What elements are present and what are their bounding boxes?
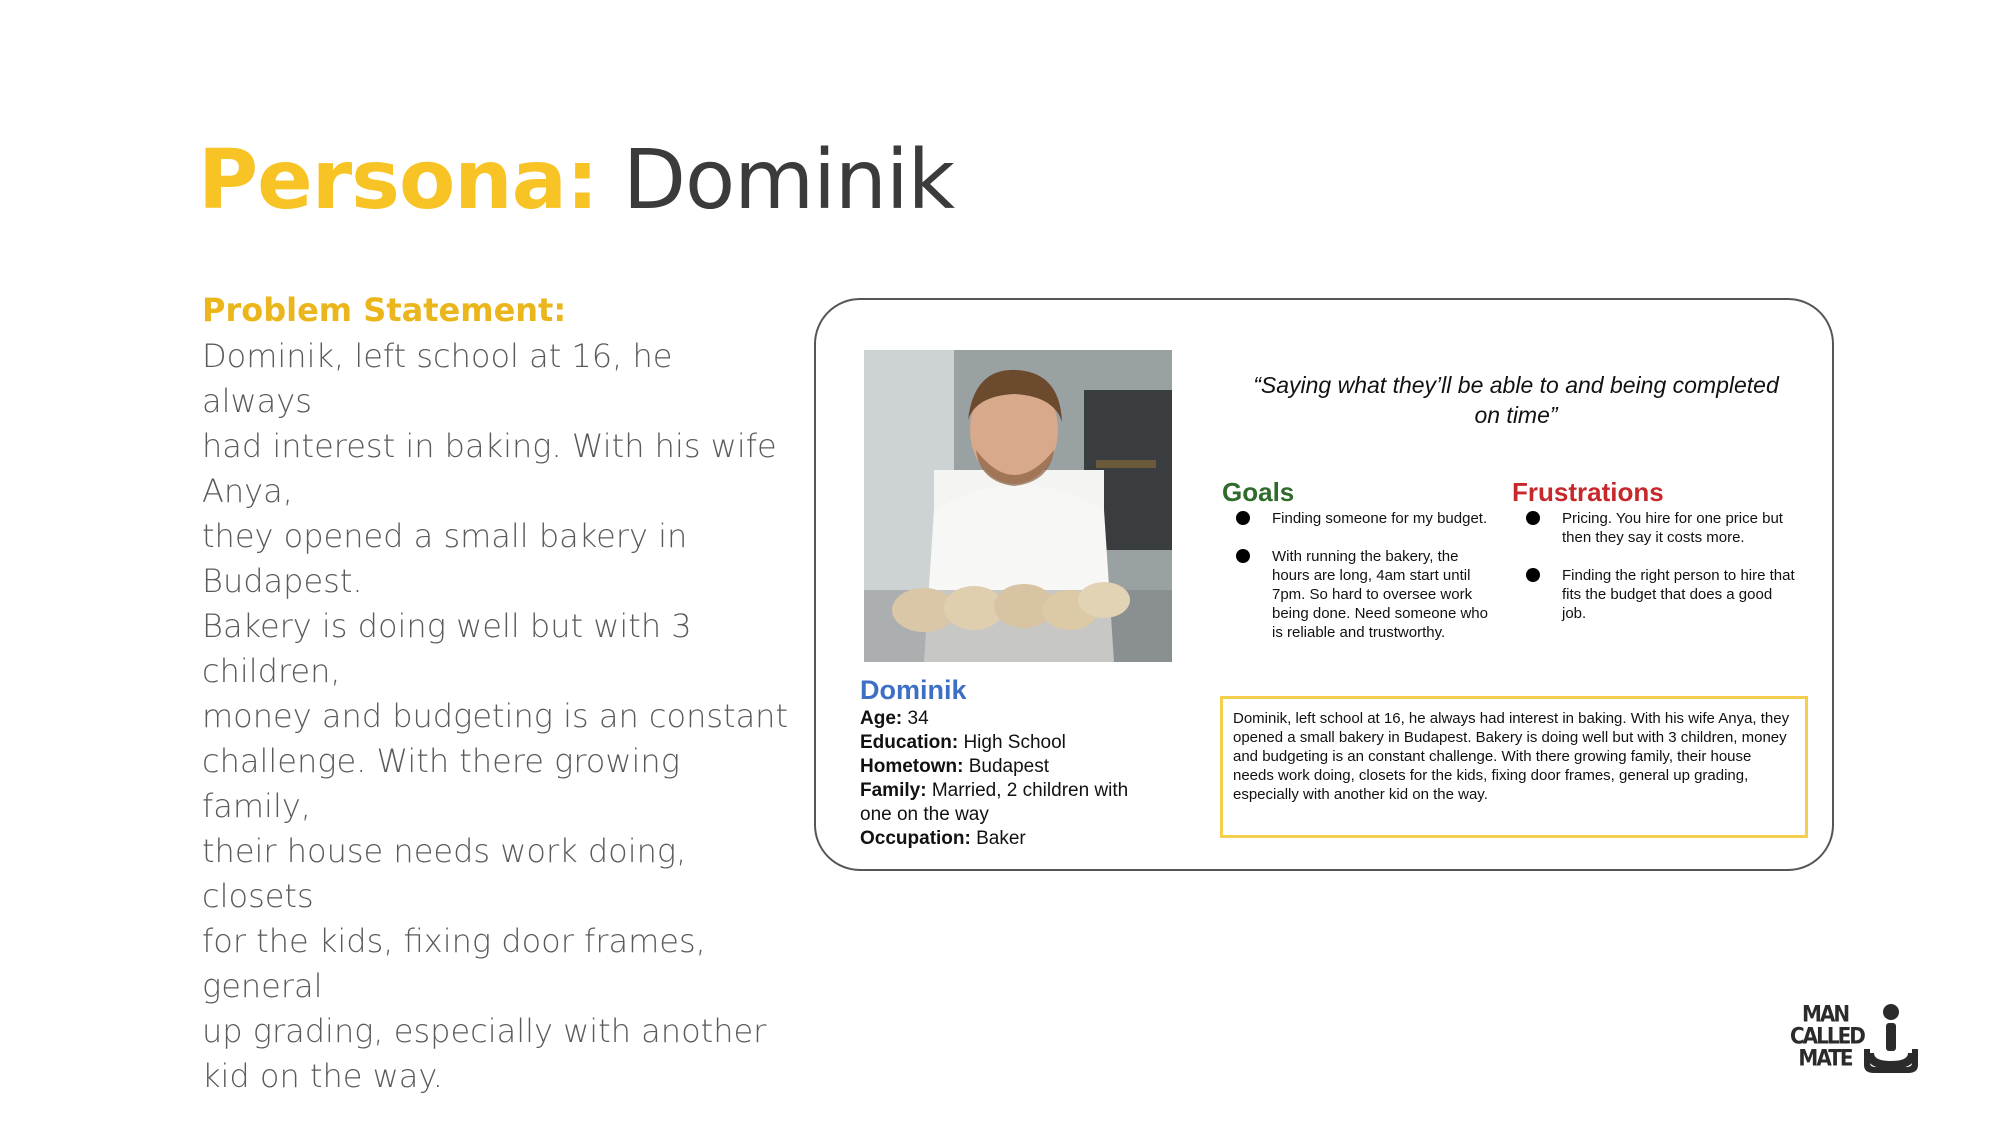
goal-item: Finding someone for my budget. — [1236, 509, 1492, 528]
page-title — [198, 126, 954, 236]
persona-summary-box: Dominik, left school at 16, he always had interest in baking. With his wife Anya, they opened a small bakery in Budapest. Bakery is doing well but with 3 children, money and budgeting is an constant challenge. With there growing family, their house needs work doing, closets for the kids, fixing door frames, general up grading, especially with another kid on the way. — [1220, 696, 1808, 838]
detail-hometown: Hometown: Budapest — [860, 756, 1050, 777]
detail-education: Education: High School — [860, 732, 1066, 753]
frustrations-heading: Frustrations — [1512, 477, 1664, 507]
detail-occupation: Occupation: Baker — [860, 828, 1026, 849]
persona-card — [814, 298, 1834, 871]
detail-age: Age: 34 — [860, 708, 929, 729]
frustration-item: Finding the right person to hire that fits the budget that does a good job. — [1526, 566, 1796, 623]
goals-list — [1236, 509, 1492, 661]
frustration-item: Pricing. You hire for one price but then they say it costs more. — [1526, 509, 1796, 547]
persona-details — [860, 707, 1140, 851]
persona-photo — [864, 350, 1172, 662]
meditating-figure-icon — [1862, 1003, 1920, 1075]
problem-statement-heading: Problem Statement: — [202, 291, 567, 329]
logo-wordmark: MAN CALLED MATE — [1790, 1000, 1864, 1072]
bullet-icon — [1236, 549, 1250, 563]
detail-family: Family: Married, 2 children with one on the way — [860, 780, 1129, 825]
bullet-icon — [1526, 511, 1540, 525]
goals-heading: Goals — [1222, 477, 1295, 507]
title-prefix: Persona: — [198, 133, 598, 228]
frustrations-list — [1526, 509, 1796, 642]
persona-quote: “Saying what they’ll be able to and being completed on time” — [1253, 372, 1779, 428]
persona-name: Dominik — [860, 675, 967, 705]
title-name: Dominik — [622, 133, 955, 228]
goal-item: With running the bakery, the hours are long, 4am start until 7pm. So hard to oversee work being done. Need someone who is reliable and trustworthy. — [1236, 547, 1492, 642]
bullet-icon — [1236, 511, 1250, 525]
problem-statement-body: Dominik, left school at 16, he always had interest in baking. With his wife Anya, they opened a small bakery in Budapest. Bakery is doing well but with 3 children, money and budgeting is an constant challenge. With there growing family, their house needs work doing, closets for the kids, fixing door frames, general up grading, especially with another kid on the way. — [202, 337, 788, 1095]
brand-logo — [1790, 1000, 1920, 1079]
bullet-icon — [1526, 568, 1540, 582]
